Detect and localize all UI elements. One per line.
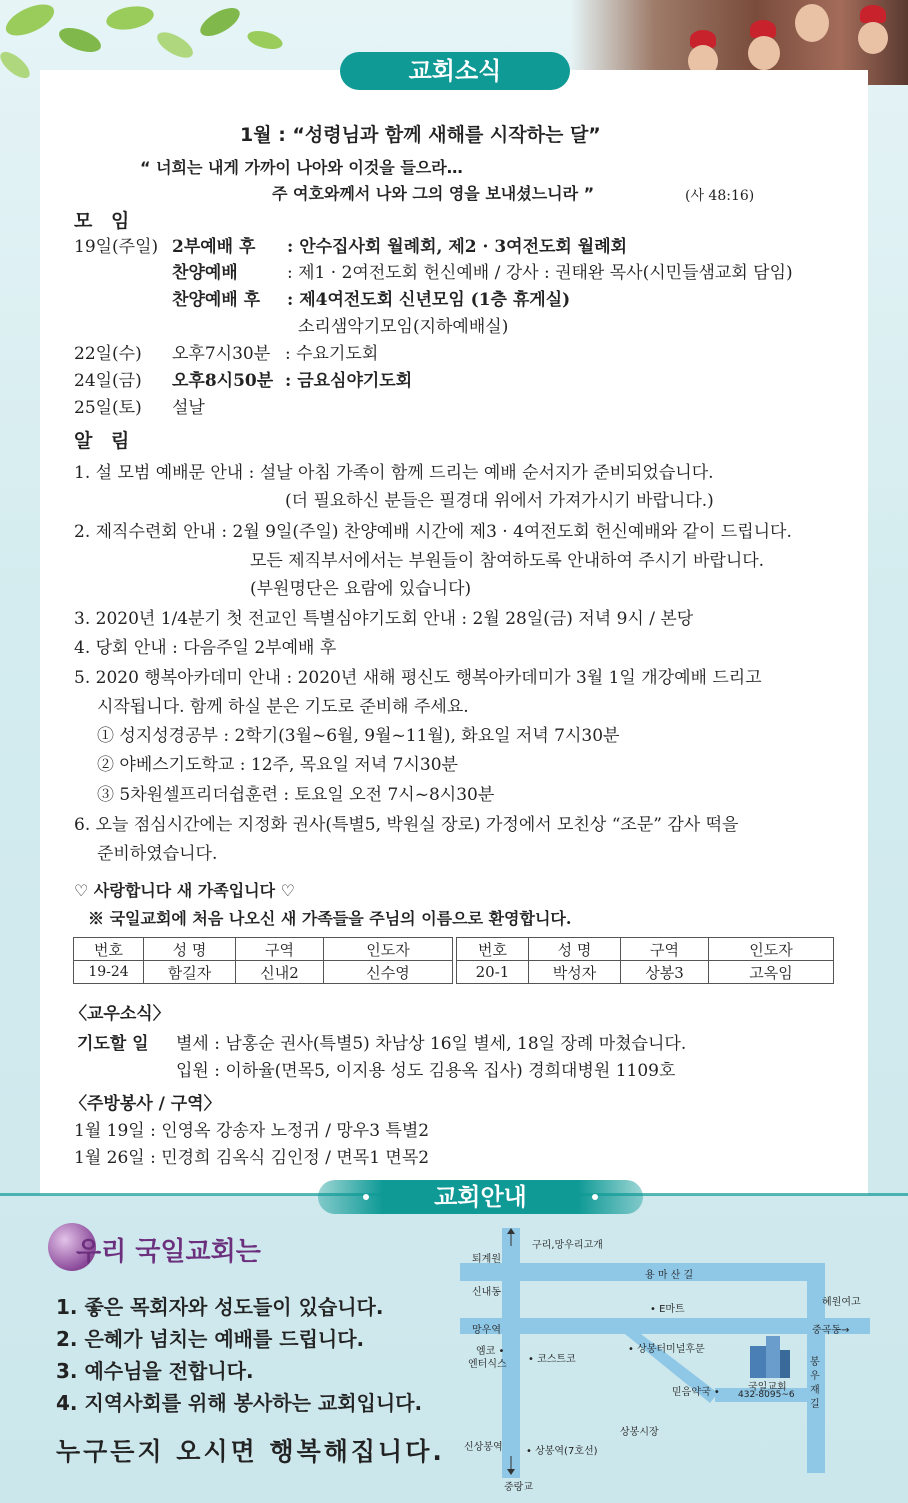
intro-title: 우리 국일교회는: [76, 1237, 261, 1267]
notice-line: ③ 5차원셀프리더쉽훈련 : 토요일 오전 7시~8시30분: [97, 785, 495, 805]
map-label: 믿음약국 •: [672, 1387, 720, 1398]
meeting-desc: : 수요기도회: [285, 344, 379, 364]
notice-line: ① 성지성경공부 : 2학기(3월~6월, 9월~11월), 화요일 저녁 7시30분: [97, 726, 620, 746]
members-news-heading: 〈교우소식〉: [70, 1004, 170, 1024]
table-cell: 신내2: [236, 961, 324, 984]
map-label: 중랑교: [504, 1482, 533, 1493]
meeting-time: 2부예배 후: [172, 237, 256, 257]
map-label: 432-8095~6: [738, 1390, 795, 1400]
meeting-time: 오후7시30분: [172, 344, 271, 364]
kitchen-line: 1월 26일 : 민경희 김옥식 김인정 / 면목1 면목2: [74, 1148, 430, 1168]
notice-line: 준비하였습니다.: [97, 844, 218, 864]
notice-line: (더 필요하신 분들은 필경대 위에서 가져가시기 바랍니다.): [285, 491, 714, 511]
kitchen-heading: 〈주방봉사 / 구역〉: [70, 1094, 221, 1114]
meeting-time: 찬양예배 후: [172, 290, 261, 310]
new-family-subtitle: ※ 국일교회에 처음 나오신 새 가족들을 주님의 이름으로 환영합니다.: [88, 909, 572, 928]
table-cell: 신수영: [324, 961, 453, 984]
new-family-table-left: [73, 937, 453, 984]
members-news-line: 별세 : 남홍순 권사(특별5) 차남상 16일 별세, 18일 장례 마쳤습니다.: [176, 1034, 687, 1054]
meeting-time: 오후8시50분: [172, 371, 274, 391]
intro-point: 2. 은혜가 넘치는 예배를 드립니다.: [56, 1327, 365, 1351]
notice-line: 3. 2020년 1/4분기 첫 전교인 특별심야기도회 안내 : 2월 28일(금) 저녁 9시 / 본당: [74, 609, 694, 629]
notices-heading: 알 림: [74, 430, 136, 452]
prayer-label: 기도할 일: [77, 1034, 149, 1054]
new-family-heading: ♡ 사랑합니다 새 가족입니다 ♡: [74, 881, 295, 900]
road: [460, 1263, 825, 1281]
map-label: 퇴계원: [472, 1254, 501, 1265]
verse-reference: (사 48:16): [685, 188, 755, 204]
location-map: [460, 1228, 870, 1496]
meeting-desc: : 금요심야기도회: [285, 371, 413, 391]
new-family-table-right: [456, 937, 834, 984]
map-label: 신내동: [472, 1287, 501, 1298]
table-cell: 함길자: [144, 961, 236, 984]
table-row: [457, 961, 834, 984]
meeting-desc: : 제1 · 2여전도회 헌신예배 / 강사 : 권태완 목사(시민들샘교회 담임): [287, 263, 793, 283]
table-cell: 상봉3: [621, 961, 709, 984]
guide-title: 교회안내: [434, 1183, 527, 1211]
members-news-line: 입원 : 이하율(면목5, 이지용 성도 김용옥 집사) 경희대병원 1109호: [176, 1061, 676, 1081]
notice-line: 모든 제직부서에서는 부원들이 참여하도록 안내하여 주시기 바랍니다.: [250, 551, 765, 571]
notice-line: 6. 오늘 점심시간에는 지정화 권사(특별5, 박원실 장로) 가정에서 모친상 “조문” 감사 떡을: [74, 815, 739, 835]
intro-point: 4. 지역사회를 위해 봉사하는 교회입니다.: [56, 1391, 423, 1415]
meeting-time: 설날: [172, 398, 205, 418]
meeting-date: 25일(토): [74, 398, 142, 418]
notice-line: 시작됩니다. 함께 하실 분은 기도로 준비해 주세요.: [97, 697, 469, 717]
map-label: 구리,망우리고개: [532, 1240, 603, 1251]
dot-icon: [592, 1194, 598, 1200]
table-cell: 박성자: [529, 961, 621, 984]
map-label: • E마트: [650, 1304, 685, 1315]
table-header: 번호: [74, 938, 144, 961]
notice-line: 5. 2020 행복아카데미 안내 : 2020년 새해 평신도 행복아카데미가 3월 1일 개강예배 드리고: [74, 668, 762, 688]
table-cell: 20-1: [457, 961, 529, 984]
notice-line: (부원명단은 요람에 있습니다): [250, 579, 472, 599]
notice-line: 1. 설 모범 예배문 안내 : 설날 아침 가족이 함께 드리는 예배 순서지가 준비되었습니다.: [74, 463, 714, 483]
kitchen-line: 1월 19일 : 인영옥 강송자 노정귀 / 망우3 특별2: [74, 1121, 430, 1141]
table-header: 번호: [457, 938, 529, 961]
dot-icon: [363, 1194, 369, 1200]
table-header: 인도자: [709, 938, 834, 961]
verse-line-1: “ 너희는 내게 가까이 나아와 이것을 들으라…: [140, 158, 463, 177]
map-label: 엔터식스: [468, 1359, 507, 1370]
meeting-desc: : 제4여전도회 신년모임 (1층 휴게실): [287, 290, 571, 310]
welcome-message: 누구든지 오시면 행복해집니다.: [56, 1437, 445, 1466]
table-cell: 고옥임: [709, 961, 834, 984]
church-building-icon: [750, 1336, 790, 1378]
table-header: 구역: [621, 938, 709, 961]
map-label: 망우역: [472, 1325, 501, 1336]
map-label: • 상봉역(7호선): [526, 1446, 598, 1457]
meeting-date: 19일(주일): [74, 237, 159, 257]
meeting-desc: 소리샘악기모임(지하예배실): [298, 317, 509, 337]
table-header: 인도자: [324, 938, 453, 961]
map-label: • 상봉터미널후문: [628, 1344, 705, 1355]
meeting-time: 찬양예배: [172, 263, 238, 283]
notice-line: 2. 제직수련회 안내 : 2월 9일(주일) 찬양예배 시간에 제3 · 4여전도회 헌신예배와 같이 드립니다.: [74, 522, 792, 542]
table-row: [74, 961, 453, 984]
month-theme-title: 1월 : “성령님과 함께 새해를 시작하는 달”: [240, 124, 601, 146]
map-label: 국일교회: [748, 1382, 787, 1393]
table-header: 성 명: [529, 938, 621, 961]
meeting-date: 24일(금): [74, 371, 142, 391]
meeting-date: 22일(수): [74, 344, 142, 364]
intro-point: 1. 좋은 목회자와 성도들이 있습니다.: [56, 1295, 384, 1319]
notice-line: ② 야베스기도학교 : 12주, 목요일 저녁 7시30분: [97, 755, 458, 775]
table-header: 구역: [236, 938, 324, 961]
table-header: 성 명: [144, 938, 236, 961]
map-label: 엠코 •: [476, 1346, 505, 1357]
map-label: 신상봉역: [464, 1442, 503, 1453]
meeting-desc: : 안수집사회 월례회, 제2 · 3여전도회 월례회: [287, 237, 628, 257]
map-label: 상봉시장: [620, 1427, 659, 1438]
map-label: • 코스트코: [528, 1354, 576, 1365]
verse-line-2: 주 여호와께서 나와 그의 영을 보내셨느니라 ”: [272, 184, 595, 203]
road: [460, 1318, 870, 1334]
map-label: 봉우재길: [810, 1357, 820, 1410]
map-label: 중곡동→: [812, 1325, 850, 1336]
section-title-church-news: 교회소식: [340, 52, 570, 90]
table-cell: 19-24: [74, 961, 144, 984]
intro-point: 3. 예수님을 전합니다.: [56, 1359, 254, 1383]
map-label: 용 마 산 길: [645, 1270, 694, 1281]
map-label: 혜원여고: [822, 1297, 861, 1308]
section-title-church-guide: [318, 1180, 643, 1214]
intro-heading: [48, 1223, 278, 1271]
notice-line: 4. 당회 안내 : 다음주일 2부예배 후: [74, 638, 337, 658]
meetings-heading: 모 임: [74, 210, 136, 232]
